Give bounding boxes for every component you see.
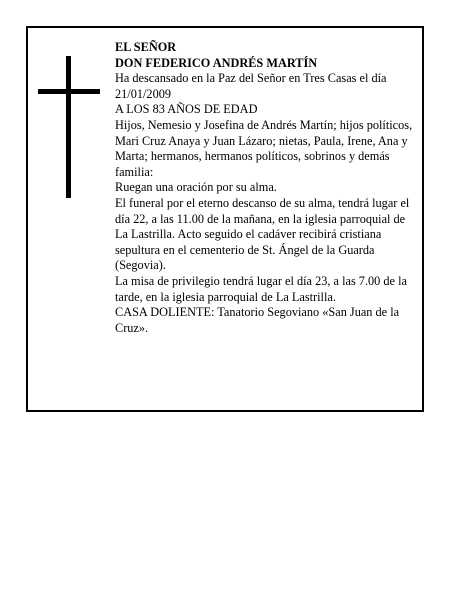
mass-details: La misa de privilegio tendrá lugar el día 23, a las 7.00 de la tarde, en la iglesia parroquial de La Lastrilla. xyxy=(115,273,407,304)
mourning-house: CASA DOLIENTE: Tanatorio Segoviano «San Juan de la Cruz». xyxy=(115,305,400,335)
deceased-name: DON FEDERICO ANDRÉS MARTÍN xyxy=(115,55,318,70)
cross-horizontal-bar xyxy=(38,89,100,94)
obituary-text xyxy=(115,40,420,336)
prayer-request: Ruegan una oración por su alma. xyxy=(115,180,277,195)
age-line: A LOS 83 AÑOS DE EDAD xyxy=(115,102,258,117)
obituary-notice xyxy=(26,26,424,412)
deceased-title: EL SEÑOR xyxy=(115,40,177,54)
cross-vertical-bar xyxy=(66,56,71,198)
family-list: Hijos, Nemesio y Josefina de Andrés Martín; hijos políticos, Mari Cruz Anaya y Juan Lázaro; nietas, Paula, Irene, Ana y Marta; hermanos, hermanos políticos, sobrinos y demás familia: xyxy=(115,117,413,179)
death-notice: Ha descansado en la Paz del Señor en Tres Casas el día 21/01/2009 xyxy=(115,71,387,101)
funeral-details: El funeral por el eterno descanso de su alma, tendrá lugar el día 22, a las 11.00 de la mañana, en la iglesia parroquial de La Lastrilla. Acto seguido el cadáver recibirá cristiana sepultura en el cementerio de St. Ángel de la Guarda (Segovia). xyxy=(115,195,410,273)
cross-icon xyxy=(38,56,100,198)
